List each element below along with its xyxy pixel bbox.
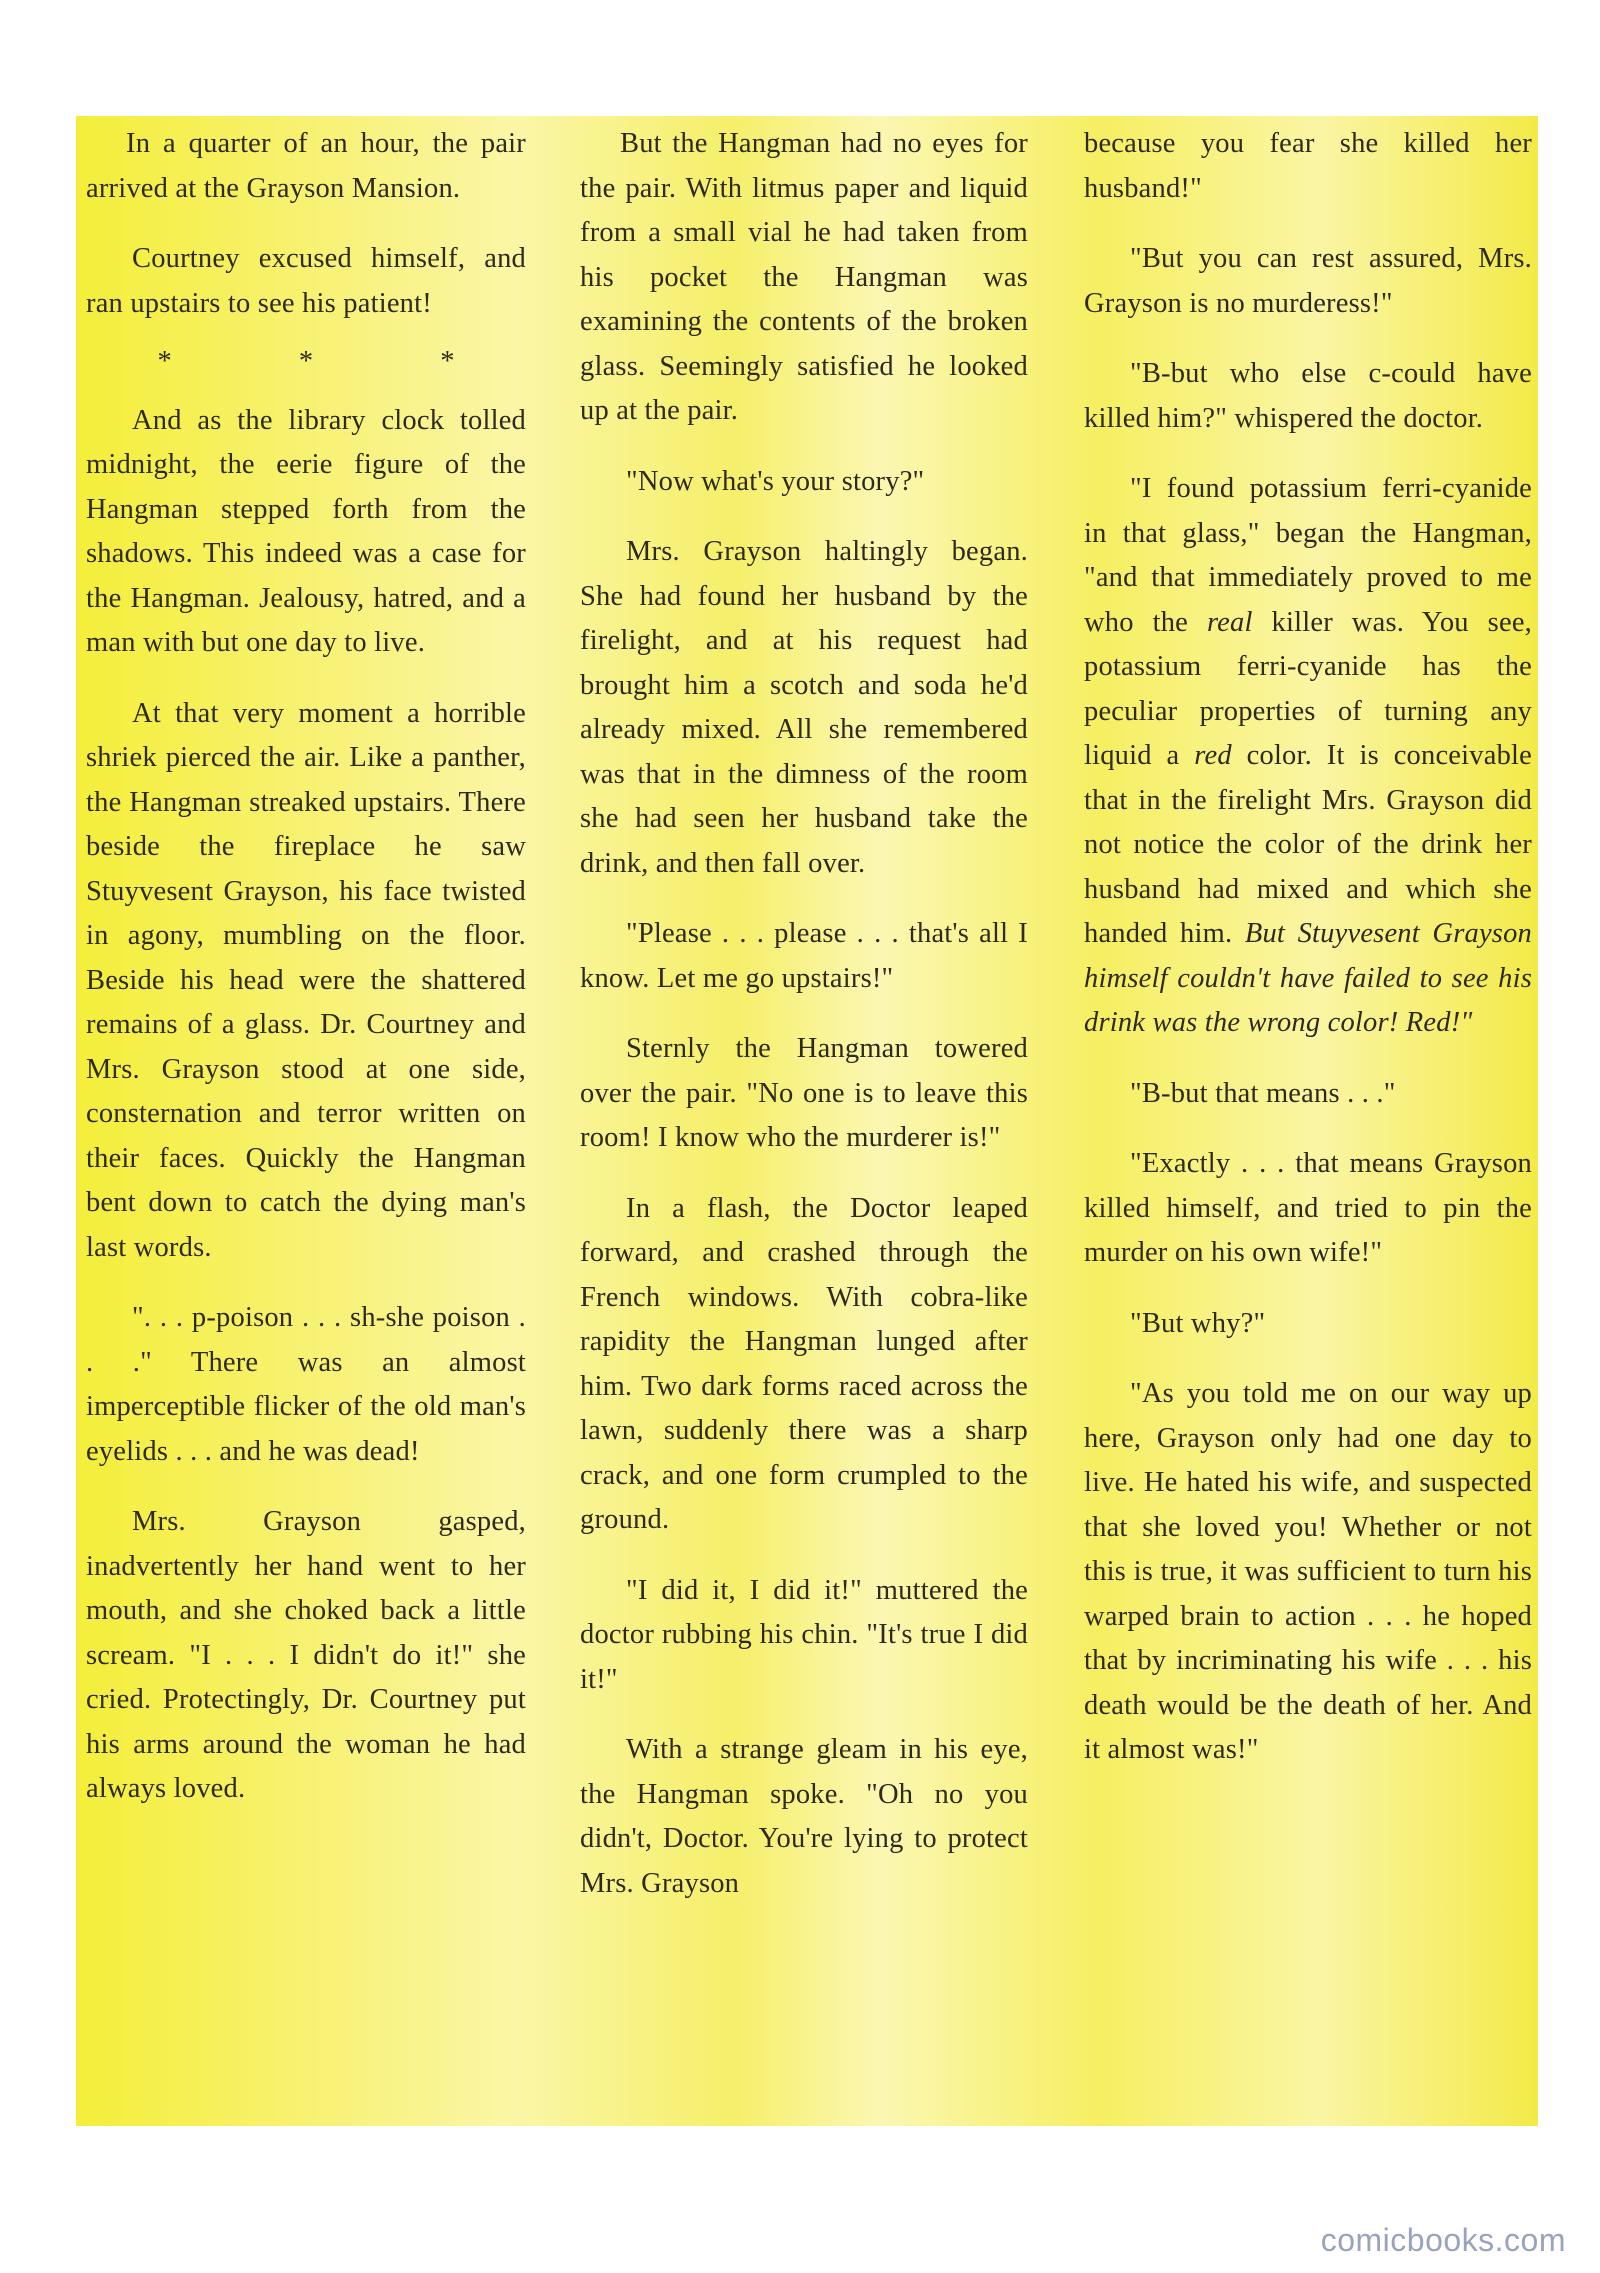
paragraph: "B-but that means . . ." [1130, 1077, 1396, 1109]
site-watermark: comicbooks.com [1320, 2222, 1566, 2258]
paragraph: "I did it, I did it!" muttered the doctor rubbing his chin. "It's true I did it!" [580, 1574, 1028, 1695]
paragraph: Courtney excused himself, and ran upstairs to see his patient! [86, 243, 526, 319]
paragraph: "But you can rest assured, Mrs. Grayson is no murderess!" [1084, 243, 1532, 319]
emphasis-text: But Stuyvesent Grayson himself couldn't have failed to see his drink was the wrong color! Red!" [1084, 918, 1532, 1038]
paragraph-explanation [1084, 467, 1532, 1046]
paragraph: "Now what's your story?" [626, 465, 925, 497]
paragraph: "But why?" [1130, 1307, 1266, 1339]
paragraph: ". . . p-poison . . . sh-she poison . . ." There was an almost imperceptible flicker of the old man's eyelids . . . and he was dead! [86, 1302, 526, 1467]
text-column-1 [86, 116, 526, 2126]
paragraph: In a flash, the Doctor leaped forward, and crashed through the French windows. With cobra-like rapidity the Hangman lunged after him. Two dark forms raced across the lawn, suddenly there was a sharp crack, and one form crumpled to the ground. [580, 1192, 1028, 1535]
text-run: killer was. You see, potassium ferri-cyanide has the peculiar properties of turning any liquid a [1084, 606, 1532, 771]
emphasis-text: red [1194, 740, 1232, 771]
paragraph: At that very moment a horrible shriek pierced the air. Like a panther, the Hangman streaked upstairs. There beside the fireplace he saw Stuyvesent Grayson, his face twisted in agony, mumbling on the floor. Beside his head were the shattered remains of a glass. Dr. Courtney and Mrs. Grayson stood at one side, consternation and terror written on their faces. Quickly the Hangman bent down to catch the dying man's last words. [86, 697, 526, 1263]
paragraph: But the Hangman had no eyes for the pair. With litmus paper and liquid from a small vial he had taken from his pocket the Hangman was examining the contents of the broken glass. Seemingly satisfied he looked up at the pair. [580, 128, 1028, 426]
paragraph-continuation: because you fear she killed her husband!" [1084, 128, 1532, 204]
emphasis-text: real [1206, 606, 1253, 638]
paragraph: And as the library clock tolled midnight, the eerie figure of the Hangman stepped forth from the shadows. This indeed was a case for the Hangman. Jealousy, hatred, and a man with but one day to live. [86, 404, 526, 658]
story-page [76, 116, 1538, 2126]
paragraph: Mrs. Grayson haltingly began. She had found her husband by the firelight, and at his request had brought him a scotch and soda he'd already mixed. All she remembered was that in the dimness of the room she had seen her husband take the drink, and then fall over. [580, 536, 1028, 879]
text-run: "I found potassium ferri-cyanide in that glass," began the Hangman, "and that immediately proved to me who the [1084, 473, 1532, 638]
paragraph: "B-but who else c-could have killed him?" whispered the doctor. [1084, 358, 1532, 434]
paragraph: Mrs. Grayson gasped, inadvertently her hand went to her mouth, and she choked back a little scream. "I . . . I didn't do it!" she cried. Protectingly, Dr. Courtney put his arms around the woman he had always loved. [86, 1506, 526, 1804]
text-run: color. It is conceivable that in the firelight Mrs. Grayson did not notice the color of the drink her husband had mixed and which she handed him. [1084, 740, 1532, 949]
paragraph: "As you told me on our way up here, Grayson only had one day to live. He hated his wife, and suspected that she loved you! Whether or not this is true, it was sufficient to turn his warped brain to action . . . he hoped that by incriminating his wife . . . his death would be the death of her. And it almost was!" [1084, 1378, 1532, 1765]
paragraph: "Please . . . please . . . that's all I know. Let me go upstairs!" [580, 918, 1028, 994]
text-column-3 [1084, 116, 1532, 2126]
paragraph: "Exactly . . . that means Grayson killed himself, and tried to pin the murder on his own wife!" [1084, 1148, 1532, 1268]
paragraph: In a quarter of an hour, the pair arrived at the Grayson Mansion. [86, 128, 526, 204]
scene-separator: * * * [157, 346, 515, 377]
paragraph: With a strange gleam in his eye, the Hangman spoke. "Oh no you didn't, Doctor. You're lying to protect Mrs. Grayson [580, 1734, 1028, 1899]
paragraph: Sternly the Hangman towered over the pair. "No one is to leave this room! I know who the murderer is!" [580, 1033, 1028, 1153]
text-column-2 [580, 116, 1028, 2126]
